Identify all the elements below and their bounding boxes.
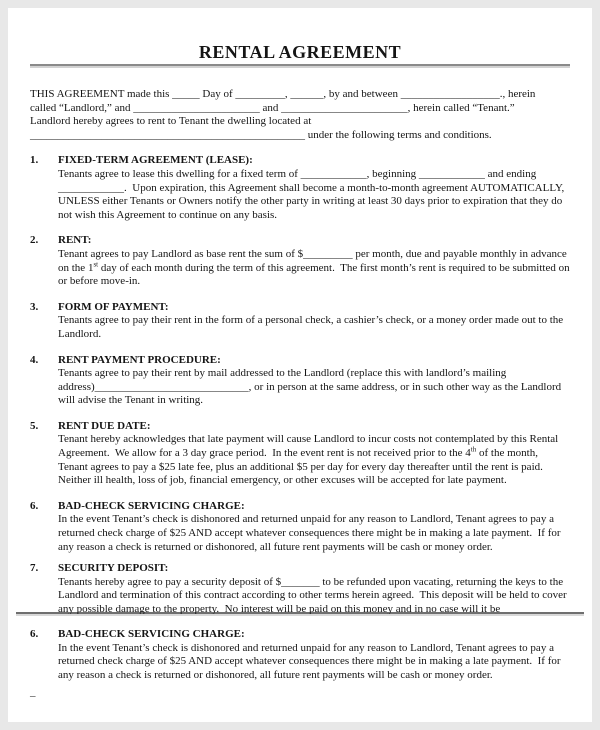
section-heading: BAD-CHECK SERVICING CHARGE:	[58, 499, 245, 512]
document-page	[8, 8, 592, 722]
section-body	[58, 576, 570, 614]
section-body-text: Tenants agree to lease this dwelling for a fixed term of ____________, beginning ____________ and ending ____________. Upon expiration, this Agreement shall become a month-to-month agreement AUTOMATICALLY, UNLESS either Tenants or Owners notify the other party in writing at least 30 days prior to expiration that they do not wish this Agreement to continue on any basis.	[58, 167, 567, 221]
section-body	[58, 247, 573, 289]
section-body-text: of the month, Tenant agrees to pay a $25 late fee, plus an additional $5 per day for every day thereafter until the rent is paid. Neither ill health, loss of job, financial emergency, or other excuses will be accepted for late payment.	[58, 447, 549, 487]
section-6-bad-check-charge	[30, 500, 570, 554]
intro-paragraph	[30, 88, 570, 142]
section-content	[58, 154, 570, 222]
section-number: 3.	[30, 300, 39, 313]
section-content	[58, 420, 570, 488]
section-number: 6.	[30, 499, 39, 512]
section-heading: RENT PAYMENT PROCEDURE:	[58, 353, 221, 366]
section-body	[58, 367, 570, 408]
section-2-rent	[30, 234, 573, 288]
page-two-preview	[30, 628, 570, 703]
section-number: 2.	[30, 234, 39, 247]
section-heading: SECURITY DEPOSIT:	[58, 562, 169, 575]
section-5-rent-due-date	[30, 420, 570, 488]
ordinal-superscript: th	[470, 445, 477, 454]
section-body	[58, 314, 570, 341]
section-7-security-deposit	[30, 562, 570, 614]
section-body	[58, 433, 570, 487]
section-4-rent-payment-procedure	[30, 354, 570, 408]
section-body-text: day of each month during the term of this agreement. The first month’s rent is required to be submitted on or before move-in.	[58, 261, 573, 288]
section-heading: BAD-CHECK SERVICING CHARGE:	[58, 628, 245, 641]
section-heading: RENT DUE DATE:	[58, 419, 151, 432]
section-body	[58, 168, 570, 222]
section-content	[58, 354, 570, 408]
section-body-text: In the event Tenant’s check is dishonored and returned unpaid for any reason to Landlord, Tenant agrees to pay a returned check charge of $25 AND accept whatever consequences there might be in making a late payment. If for any reason a check is returned or dishonored, all future rent payments will be cash or money order.	[58, 513, 564, 553]
section-body-text: Tenant hereby acknowledges that late payment will cause Landlord to incur costs not contemplated by this Rental Agreement. We allow for a 3 day grace period. In the event rent is not received prior to the 4	[58, 433, 561, 460]
intro-line: THIS AGREEMENT made this _____ Day of _________, ______, by and between __________________., herein	[30, 88, 536, 100]
stray-dash: –	[30, 689, 36, 702]
section-content	[58, 500, 570, 554]
document-title: RENTAL AGREEMENT	[198, 42, 402, 62]
section-number: 7.	[30, 562, 39, 575]
section-number: 6.	[30, 628, 39, 641]
section-heading: FORM OF PAYMENT:	[58, 300, 169, 313]
title-rule	[30, 64, 570, 66]
section-body-text: Tenants hereby agree to pay a security deposit of $_______ to be refunded upon vacating, returning the keys to the Landlord and termination of this contract according to other terms herein agreed. This deposit will be held to cover any possible damage to the property. No interest will be paid on this money and in no case will it be	[58, 575, 570, 615]
section-content	[58, 301, 570, 342]
section-heading: RENT:	[58, 234, 92, 247]
section-heading: FIXED-TERM AGREEMENT (LEASE):	[58, 154, 253, 167]
section-body	[58, 513, 570, 554]
section-3-form-of-payment	[30, 301, 570, 342]
section-content	[58, 562, 570, 614]
section-content	[58, 628, 570, 682]
section-body	[58, 642, 570, 683]
intro-line: __________________________________________________ under the following terms and conditions.	[30, 128, 492, 141]
section-number: 4.	[30, 353, 39, 366]
ordinal-superscript: st	[93, 259, 99, 268]
intro-line: Landlord hereby agrees to rent to Tenant the dwelling located at	[30, 115, 312, 128]
section-content	[58, 234, 573, 288]
section-number: 5.	[30, 419, 39, 432]
section-body-text: Tenant agrees to pay Landlord as base rent the sum of $_________ per month, due and payable monthly in advance on the 1	[58, 247, 570, 274]
section-body-text: In the event Tenant’s check is dishonored and returned unpaid for any reason to Landlord, Tenant agrees to pay a returned check charge of $25 AND accept whatever consequences there might be in making a late payment. If for any reason a check is returned or dishonored, all future rent payments will be cash or money order.	[58, 641, 564, 681]
page-one-clipped-bottom	[30, 562, 570, 614]
section-6-bad-check-charge-repeat	[30, 628, 570, 682]
section-body-text: Tenants agree to pay their rent in the form of a personal check, a cashier’s check, or a money order made out to the Landlord.	[58, 314, 566, 340]
intro-line: called “Landlord,” and _______________________ and _______________________, herein called “Tenant.”	[30, 101, 515, 114]
section-number: 1.	[30, 154, 39, 167]
section-body-text: Tenants agree to pay their rent by mail addressed to the Landlord (replace this with landlord’s mailing address)____________________________, or in person at the same address, or in such other way as the Landlord will advise the Tenant in writing.	[58, 367, 564, 407]
section-1-fixed-term	[30, 154, 570, 222]
